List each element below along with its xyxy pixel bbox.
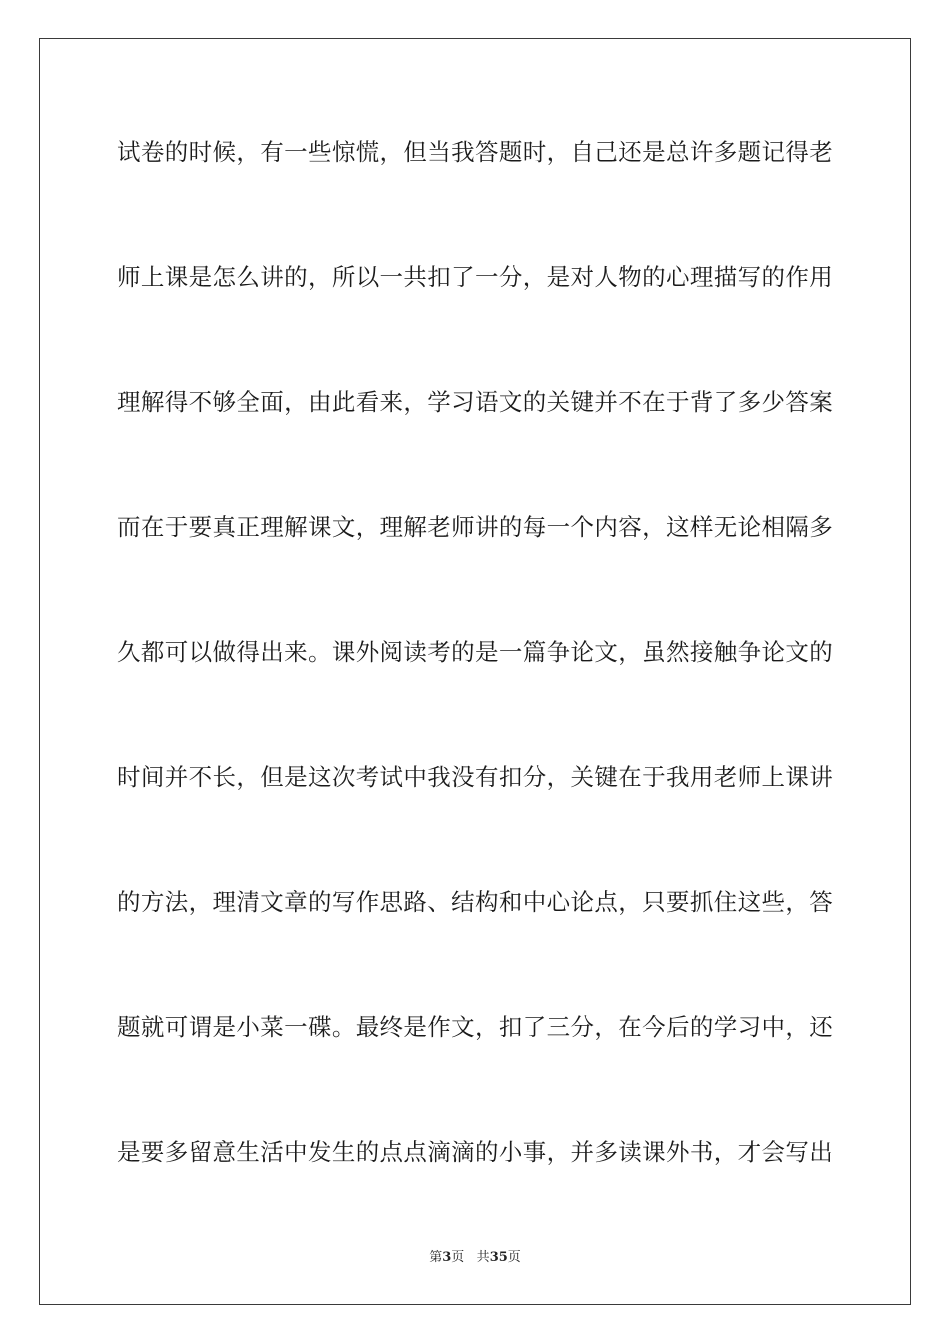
page-footer	[0, 1246, 950, 1265]
text-line: 试卷的时候，有一些惊慌，但当我答题时，自己还是总许多题记得老	[117, 138, 833, 166]
text-line: 时间并不长，但是这次考试中我没有扣分，关键在于我用老师上课讲	[117, 763, 833, 791]
page-prefix: 第	[429, 1250, 443, 1265]
text-line: 题就可谓是小菜一碟。最终是作文，扣了三分，在今后的学习中，还	[117, 1013, 833, 1041]
text-line: 是要多留意生活中发生的点点滴滴的小事，并多读课外书，才会写出	[117, 1138, 833, 1166]
total-pages: 35	[489, 1250, 508, 1265]
body-text	[117, 128, 833, 1253]
text-line: 理解得不够全面，由此看来，学习语文的关键并不在于背了多少答案	[117, 388, 833, 416]
text-line: 久都可以做得出来。课外阅读考的是一篇争论文，虽然接触争论文的	[117, 638, 833, 666]
text-line: 的方法，理清文章的写作思路、结构和中心论点，只要抓住这些，答	[117, 888, 833, 916]
page-number: 3	[442, 1250, 452, 1265]
total-suffix: 页	[507, 1250, 521, 1265]
text-line: 而在于要真正理解课文，理解老师讲的每一个内容，这样无论相隔多	[117, 513, 833, 541]
page-suffix: 页	[451, 1250, 465, 1265]
text-line: 师上课是怎么讲的，所以一共扣了一分，是对人物的心理描写的作用	[117, 263, 833, 291]
total-prefix: 共	[476, 1250, 490, 1265]
